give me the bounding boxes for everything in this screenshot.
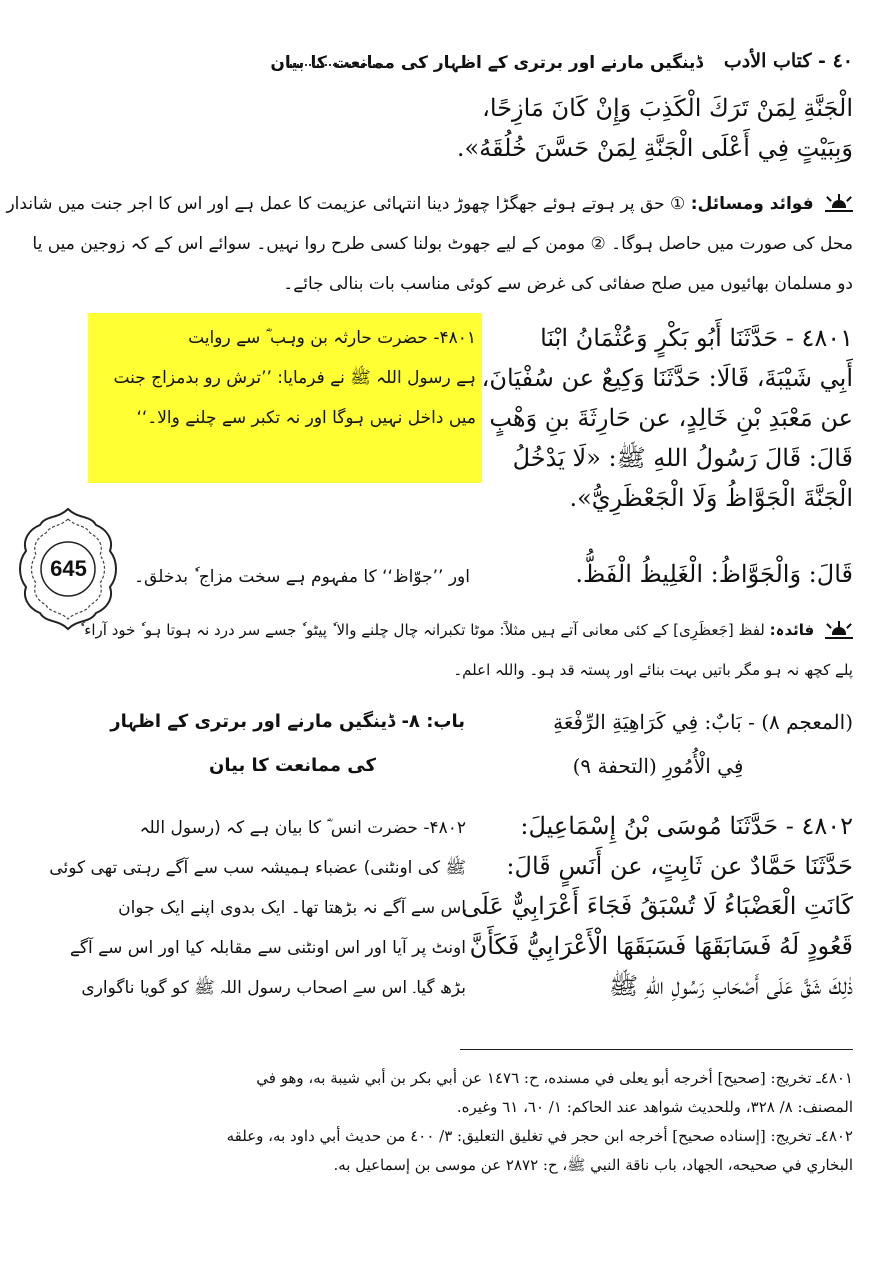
bab-arabic: (المعجم ٨) - بَابٌ: فِي كَرَاهِيَةِ الرِّفْعَةِ فِي الْأُمُورِ (التحفة ٩) [553,710,853,778]
footnote-line: ٤٨٠٢ـ تخريج: [إسناده صحيح] أخرجه ابن حجر في تغليق التعليق: ٣/ ٤٠٠ من حديث أبي داود به، وعلقه [226,1127,853,1145]
seal-number: 645 [50,556,87,581]
arabic-line: ذٰلِكَ شَقَّ عَلَى أَصْحَابِ رَسُولِ اللهِ ﷺ [609,972,853,1000]
urdu-line: اس سے آگے نہ بڑھتا تھا۔ ایک بدوی اپنے ایک جوان [118,898,466,918]
arabic-line: أَبِي شَيْبَةَ، قَالَا: حَدَّثَنَا وَكِيعٌ عن سُفْيَانَ، [481,364,853,392]
running-head-book: ٤٠ - كتاب الأدب [723,50,853,72]
fawaid-label: فوائد ومسائل: [690,194,814,214]
hadith-4801-urdu [96,318,476,438]
urdu-line: بڑھ گیا۔ اس سے اصحاب رسول اللہ ﷺ کو گویا ناگواری [81,978,466,998]
urdu-line: ہے رسول اللہ ﷺ نے فرمایا: ’’ترش رو بدمزاج جنت [113,368,476,388]
arabic-line: ٤٨٠١ - حَدَّثَنَا أَبُو بَكْرٍ وَعُثْمَانُ ابْنَا [540,324,853,352]
footnote-line: المصنف: ٨/ ٣٢٨، وللحديث شواهد عند الحاكم: ١/ ٦٠، ٦١ وغيره. [456,1098,853,1116]
footnote-divider [460,1049,853,1050]
faida-line: لفظ [جَعظَرِی] کے کئی معانی آتے ہیں مثلاً: موٹا تکبرانہ چال چلنے والا ٗ پیٹو ٗ جسے سر درد نہ ہوتا ہو ٗ خود آراء ٗ [79,621,765,639]
urdu-line: ﷺ کی اونٹنی) عضباء ہمیشہ سب سے آگے رہتی تھی کوئی [49,858,466,878]
header-dotted-line [290,64,383,66]
arabic-line: حَدَّثَنَا حَمَّادٌ عن ثَابِتٍ، عن أَنَسٍ قَالَ: [506,852,853,880]
fawaid-section [6,184,853,304]
arabic-line: كَانَتِ الْعَضْبَاءُ لَا تُسْبَقُ فَجَاءَ أَعْرَابِيٌّ عَلَى [461,892,853,920]
fawaid-line: محل کی صورت میں حاصل ہوگا۔ ② مومن کے لیے جھوٹ بولنا کسی طرح روا نہیں۔ سوائے اس کے کہ زوجین میں یا [32,234,853,254]
faida-label: فائدہ: [769,621,815,639]
urdu-line: ۴۸۰۱- حضرت حارثہ بن وہب ؓ سے روایت [188,328,476,348]
bab-urdu: باب: ۸- ڈینگیں مارنے اور برتری کے اظہار کی ممانعت کا بیان [110,711,465,776]
urdu-line: ۴۸۰۲- حضرت انس ؓ کا بیان ہے کہ (رسول اللہ [139,818,466,838]
rising-sun-icon [825,623,853,639]
hadith-4801-arabic [481,318,853,518]
footnote-line: البخاري في صحيحه، الجهاد، باب ناقة النبي ﷺ، ح: ٢٨٧٢ عن موسى بن إسماعيل به. [333,1156,853,1174]
hadith-4802-arabic [461,806,853,1006]
urdu-line: اونٹ پر آیا اور اس اونٹنی سے مقابلہ کیا اور اس سے آگے [69,938,466,958]
page-header [110,48,853,78]
arabic-line: الْجَنَّةَ الْجَوَّاظُ وَلَا الْجَعْظَرِيُّ». [569,484,853,512]
arabic-line: وَبِبَيْتٍ فِي أَعْلَى الْجَنَّةِ لِمَنْ حَسَّنَ خُلُقَهُ». [456,134,853,162]
arabic-line: قَالَ: قَالَ رَسُولُ اللهِ ﷺ: «لَا يَدْخُلُ [512,444,853,472]
arabic-line: ٤٨٠٢ - حَدَّثَنَا مُوسَى بْنُ إِسْمَاعِيلَ: [520,812,853,840]
faida-line: پلے کچھ نہ ہو مگر باتیں بہت بنائے اور پستہ قد ہو۔ واللہ اعلم۔ [453,661,853,679]
footnotes [110,1064,853,1180]
footnote-line: ٤٨٠١ـ تخريج: [صحيح] أخرجه أبو يعلى في مسنده، ح: ١٤٧٦ عن أبي بكر بن أبي شيبة به، وهو في [256,1069,853,1087]
chapter-title: ڈینگیں مارنے اور برتری کے اظہار کی ممانعت کا بیان [270,53,703,73]
hadith-4802-urdu [49,808,466,1008]
qala-urdu: اور ’’جوّاظ‘‘ کا مفہوم ہے سخت مزاج ٗ بدخلق۔ [134,567,470,587]
top-arabic-text [103,88,853,168]
fawaid-line: دو مسلمان بھائیوں میں صلح صفائی کی غرض سے کوئی مناسب بات بنالی جائے۔ [283,274,853,294]
page-number: ٤٠ [832,50,853,72]
qala-arabic: قَالَ: وَالْجَوَّاظُ: الْغَلِيظُ الْفَظُّ. [575,560,853,588]
arabic-line: الْجَنَّةِ لِمَنْ تَرَكَ الْكَذِبَ وَإِنْ كَانَ مَازِحًا، [482,94,853,122]
urdu-line: میں داخل نہیں ہوگا اور نہ تکبر سے چلنے والا۔‘‘ [136,408,476,428]
fawaid-line: ① حق پر ہوتے ہوئے جھگڑا چھوڑ دینا انتہائی عزیمت کا عمل ہے اور اس کا اجر جنت میں شاندار [6,194,686,214]
faida-section [79,610,853,690]
rising-sun-icon [825,196,853,212]
arabic-line: عن مَعْبَدِ بْنِ خَالِدٍ، عن حَارِثَةَ بنِ وَهْبٍ [489,404,853,432]
arabic-line: قَعُودٍ لَهُ فَسَابَقَهَا فَسَبَقَهَا الْأَعْرَابِيُّ فَكَأَنَّ [469,932,853,960]
book-title: كتاب الأدب [723,50,812,72]
